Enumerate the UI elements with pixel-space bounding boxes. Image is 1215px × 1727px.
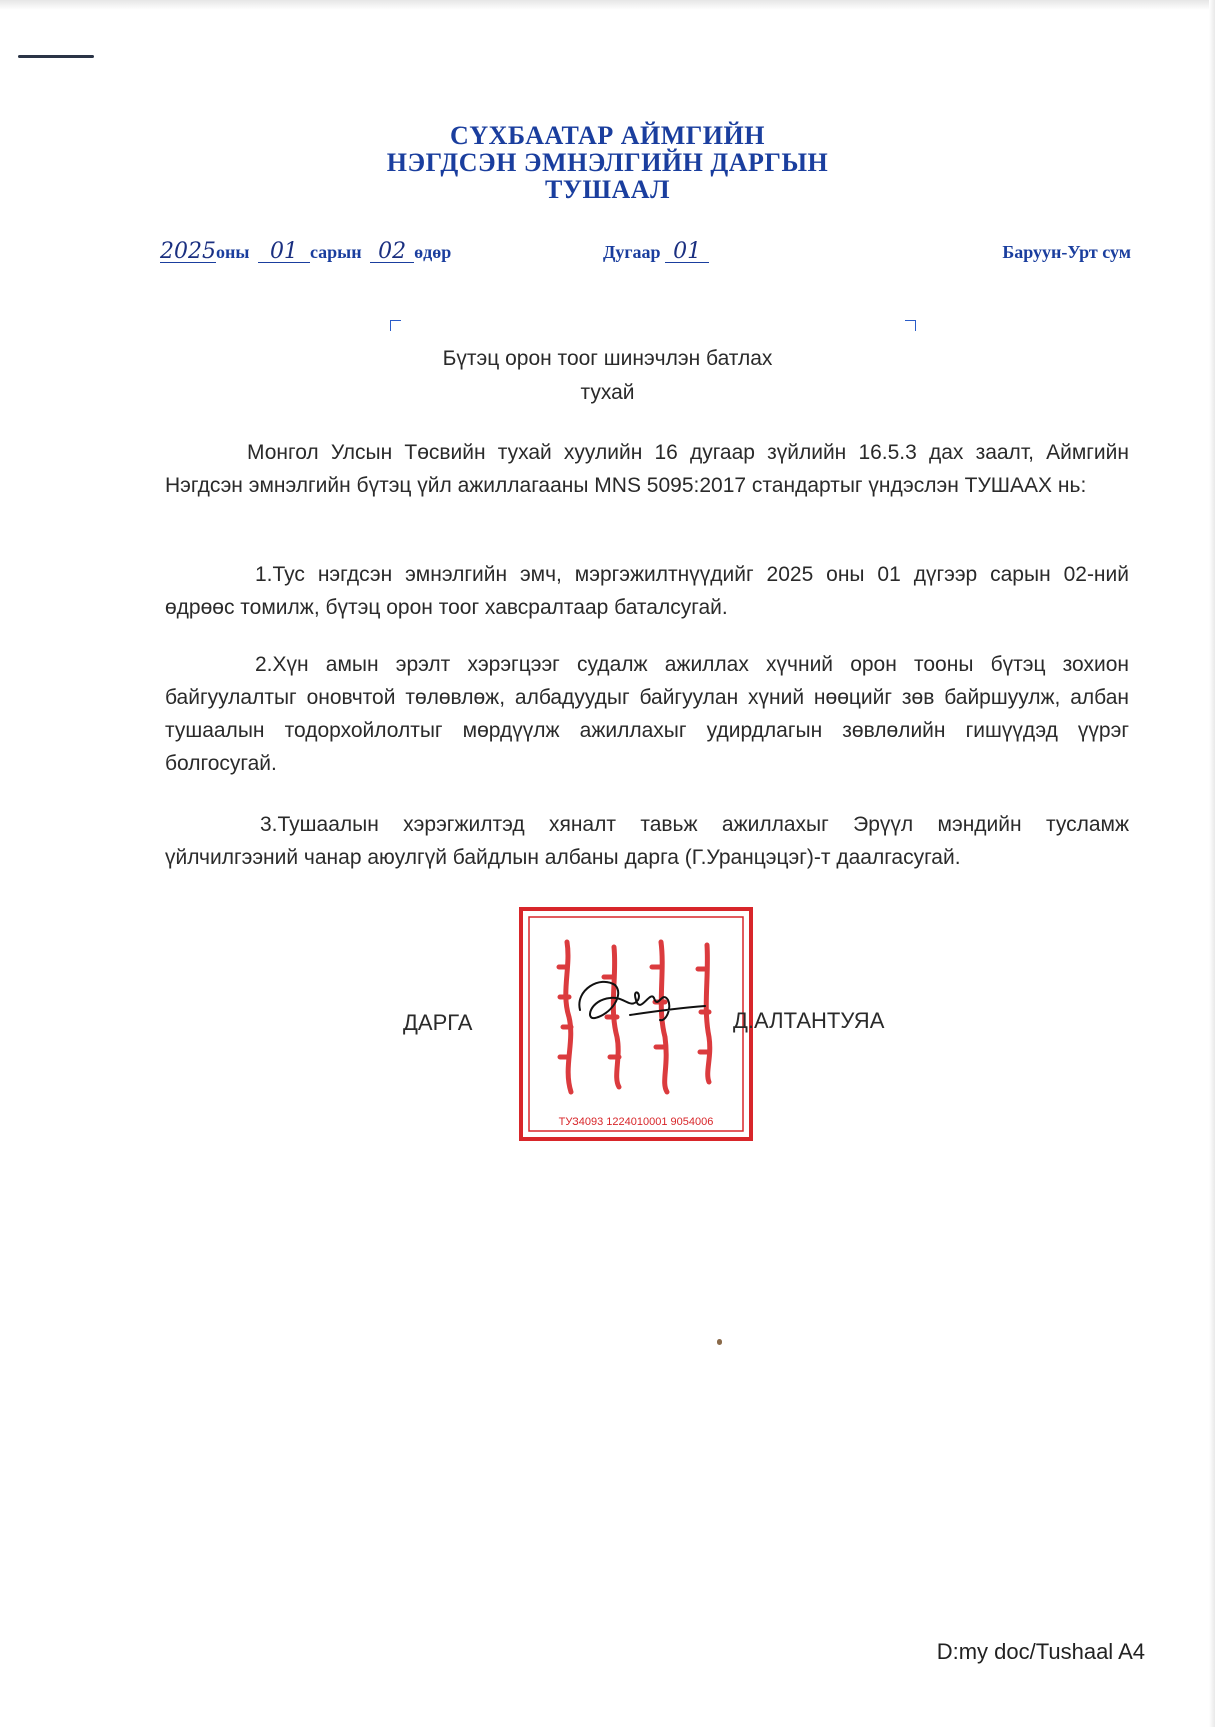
subject-line-1: Бүтэц орон тоог шинэчлэн батлах bbox=[442, 347, 773, 370]
header-line-2: НЭГДСЭН ЭМНЭЛГИЙН ДАРГЫН bbox=[386, 148, 829, 177]
footer-file-path: D:my doc/Tushaal A4 bbox=[936, 1639, 1145, 1664]
subject-title bbox=[0, 342, 1215, 410]
subject-line-2: тухай bbox=[580, 381, 635, 404]
order-item-2: 2.Хүн амын эрэлт хэрэгцээг судалж ажиллах хүчний орон тооны бүтэц зохион байгуулалтыг оновчтой төлөвлөж, албадуудыг байгуулан хүний нөөцийг зөв байршуулж, албан тушаалын тодорхойлолтыг мөрдүүлж ажиллахыг удирдлагын зөвлөлийн гишүүдэд үүрэг болгосугай. bbox=[165, 653, 1129, 775]
date-day-suffix: өдөр bbox=[414, 242, 452, 262]
order-item-3: 3.Тушаалын хэрэгжилтэд хяналт тавьж ажиллахыг Эрүүл мэндийн тусламж үйлчилгээний чанар аюулгүй байдлын албаны дарга (Г.Уранцэцэг)-т даалгасугай. bbox=[165, 813, 1129, 869]
date-day: 02 bbox=[370, 242, 414, 263]
signatory-title: ДАРГА bbox=[403, 1010, 473, 1035]
subject-corner-left bbox=[390, 320, 401, 331]
subject-corner-right bbox=[905, 320, 916, 331]
scan-speck bbox=[717, 1339, 722, 1345]
date-year-suffix: оны bbox=[216, 242, 250, 262]
seal-number-line: ТУЗ4093 1224010001 9054006 bbox=[558, 1116, 714, 1128]
scan-corner-mark bbox=[18, 55, 94, 58]
date-month-suffix: сарын bbox=[309, 242, 362, 262]
place-label: Баруун-Урт сум bbox=[1002, 242, 1131, 262]
page-edge-shadow-right bbox=[1209, 0, 1215, 1727]
date-month: 01 bbox=[258, 242, 310, 263]
signatory-name: Д.АЛТАНТУЯА bbox=[733, 1008, 885, 1033]
handwritten-signature bbox=[570, 970, 710, 1040]
document-header bbox=[0, 122, 1215, 203]
order-number-label: Дугаар bbox=[603, 242, 661, 262]
order-number: 01 bbox=[665, 242, 709, 263]
date-year: 2025 bbox=[160, 239, 216, 264]
header-line-1: СҮХБААТАР АЙМГИЙН bbox=[450, 121, 765, 150]
order-item-1: 1.Тус нэгдсэн эмнэлгийн эмч, мэргэжилтнүүдийг 2025 оны 01 дүгээр сарын 02-ний өдрөөс томилж, бүтэц орон тоог хавсралтаар баталсугай. bbox=[165, 563, 1129, 619]
header-line-3: ТУШААЛ bbox=[545, 175, 670, 204]
intro-paragraph: Монгол Улсын Төсвийн тухай хуулийн 16 дугаар зүйлийн 16.5.3 дах заалт, Аймгийн Нэгдсэн эмнэлгийн бүтэц үйл ажиллагааны MNS 5095:2017 стандартыг үндэслэн ТУШААХ нь: bbox=[165, 441, 1129, 497]
page-edge-shadow bbox=[0, 0, 1215, 10]
